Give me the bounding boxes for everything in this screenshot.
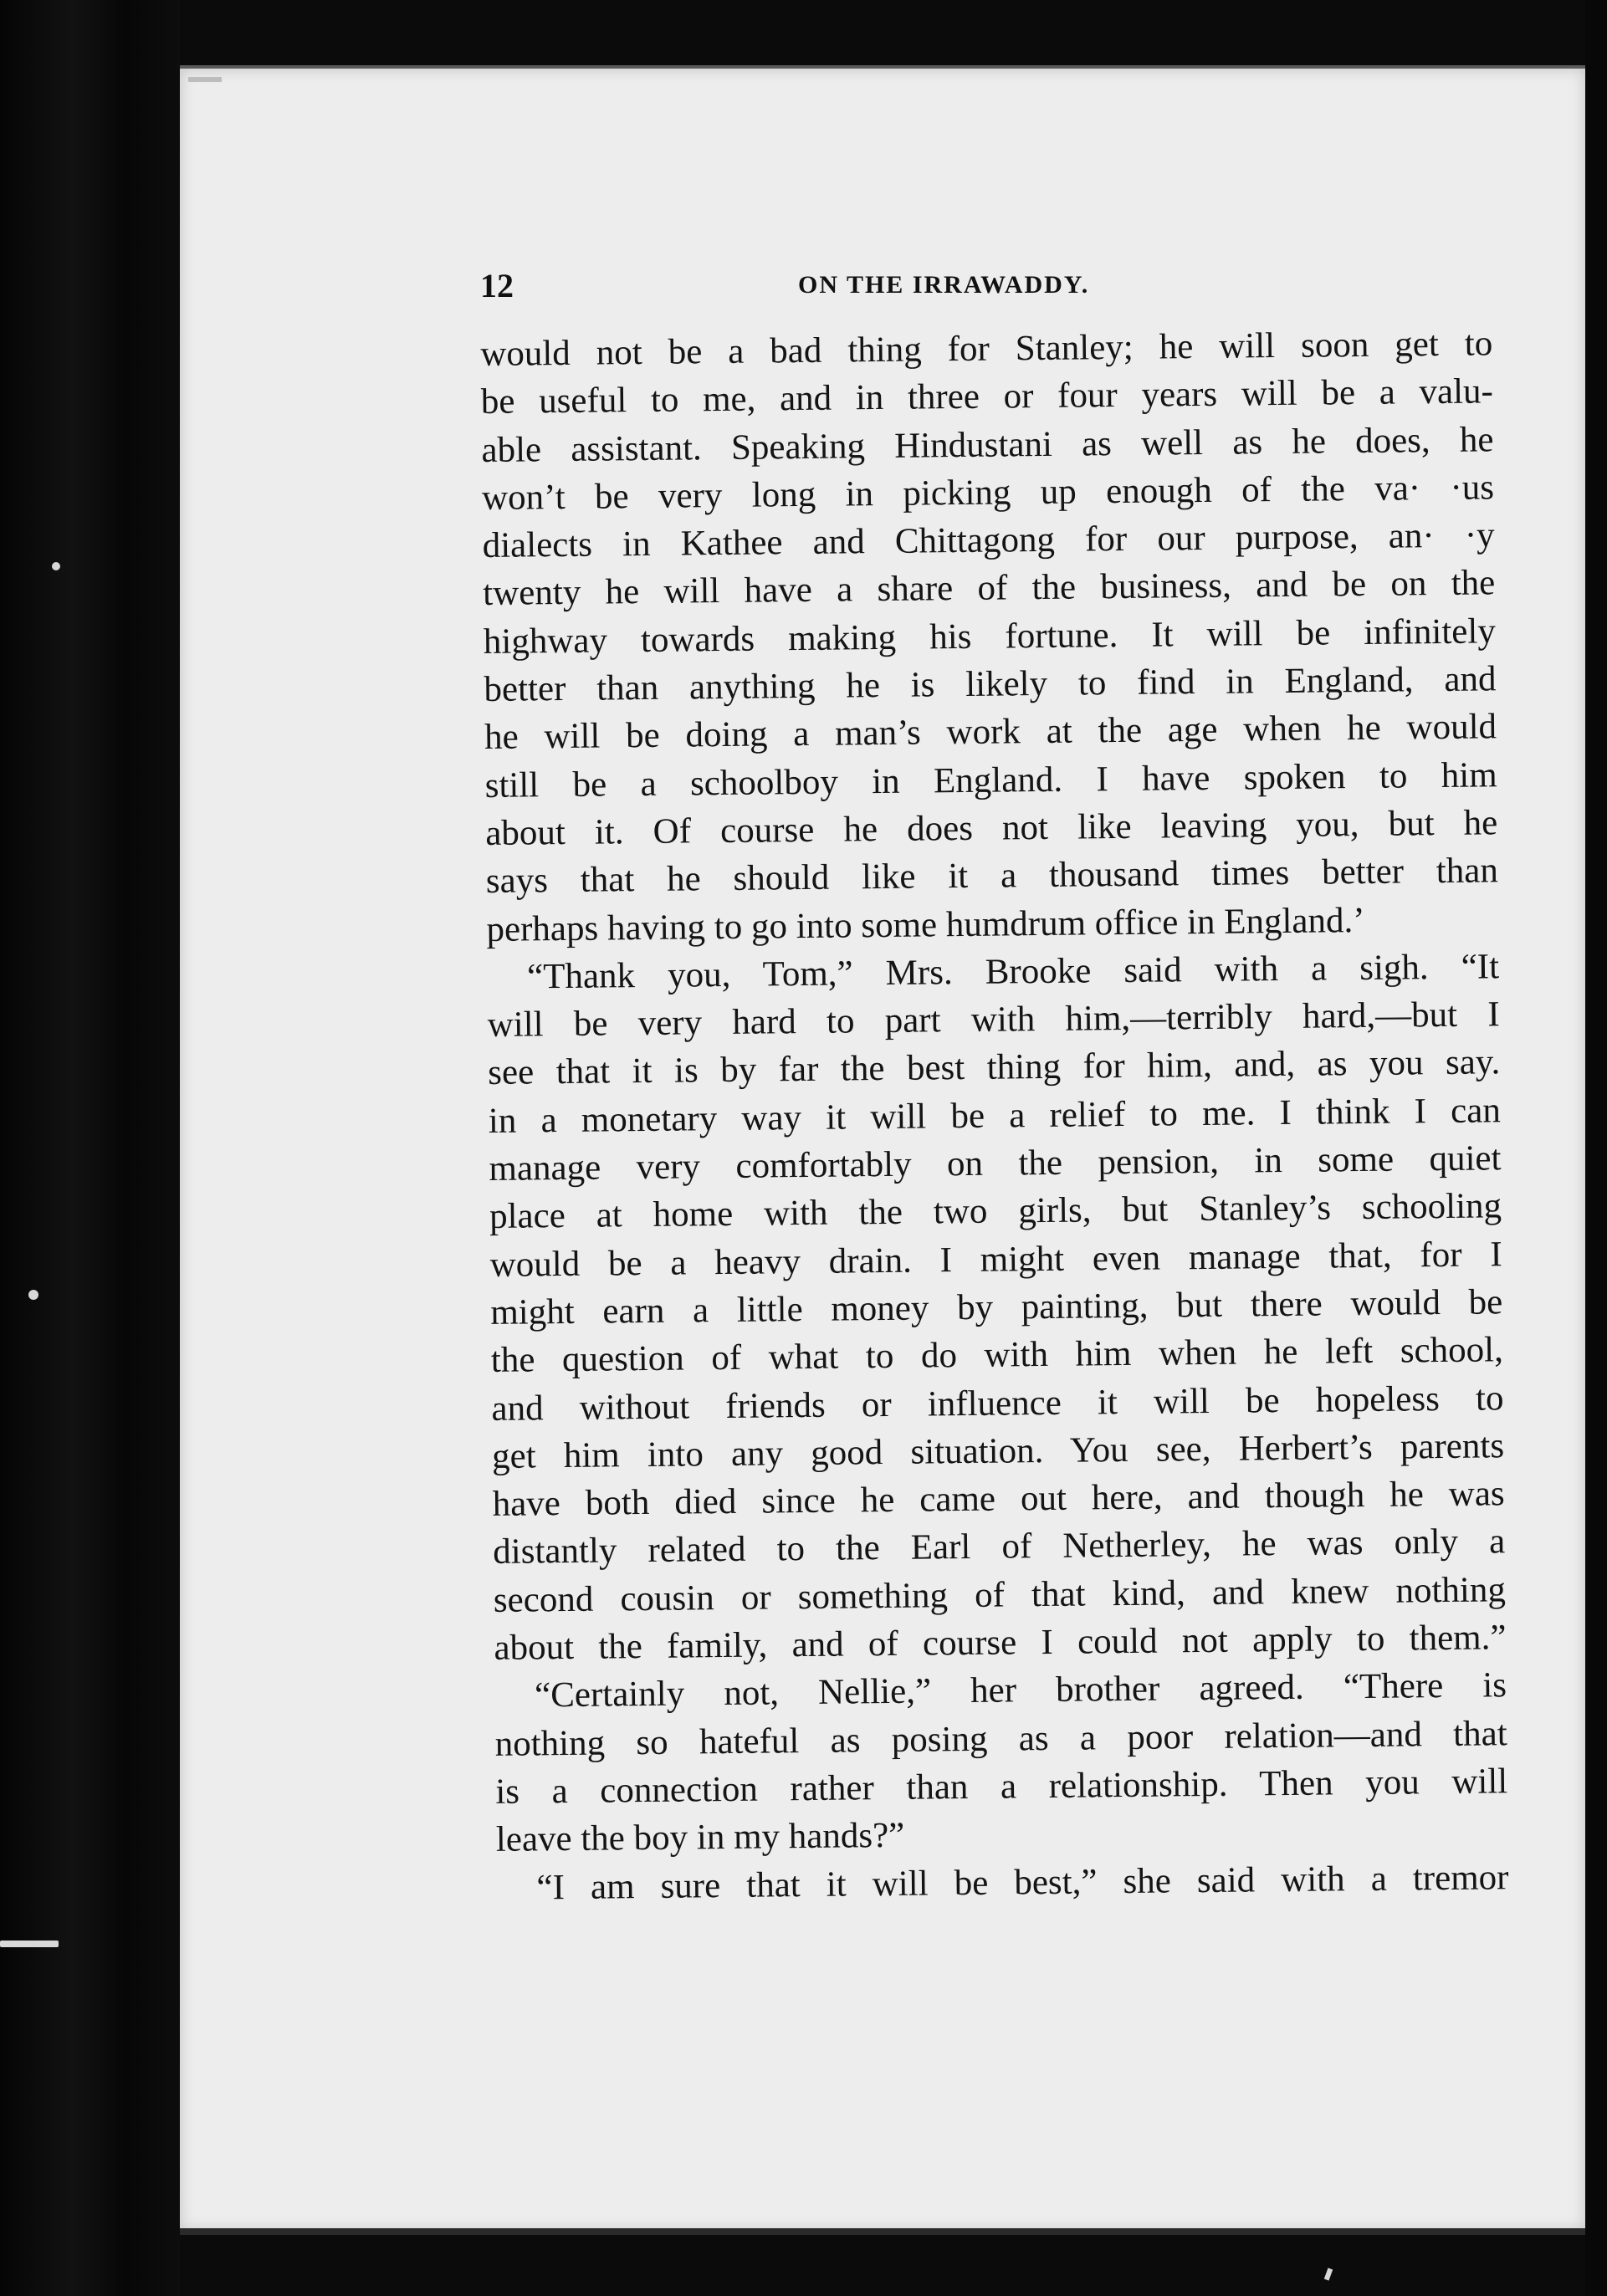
page-corner-mark (188, 77, 222, 82)
text-line: leave the boy in my hands?” (495, 1815, 905, 1860)
text-line: won’t be very long in picking up enough of the va· ·us (481, 468, 1495, 518)
text-line: second cousin or something of that kind, and knew nothing (493, 1569, 1507, 1620)
text-line: highway towards making his fortune. It will be infinitely (483, 611, 1497, 662)
body-text (480, 320, 1509, 1911)
scan-speck (1324, 2268, 1333, 2280)
text-line: place at home with the two girls, but Stanley’s schooling (489, 1186, 1502, 1237)
right-scan-border (1585, 0, 1607, 2296)
text-line: “Certainly not, Nellie,” her brother agreed. “There is (534, 1665, 1507, 1716)
text-line: would not be a bad thing for Stanley; he will soon get to (480, 324, 1493, 374)
text-line: able assistant. Speaking Hindustani as well as he does, he (481, 419, 1494, 470)
text-line: manage very comfortably on the pension, in some quiet (489, 1138, 1502, 1189)
page-number: 12 (480, 267, 514, 304)
running-head: ON THE IRRAWADDY. (798, 271, 1090, 299)
text-line: dialects in Kathee and Chittagong for our purpose, an· ·y (482, 515, 1495, 566)
text-line: would be a heavy drain. I might even manage that, for I (489, 1234, 1502, 1285)
text-line: and without friends or influence it will be hopeless to (491, 1378, 1504, 1429)
page-header (480, 266, 1501, 316)
text-line: the question of what to do with him when he left school, (490, 1330, 1504, 1381)
text-line: nothing so hateful as posing as a poor relation—and that (494, 1713, 1507, 1764)
text-line: perhaps having to go into some humdrum office in England.’ (486, 900, 1365, 949)
text-line: in a monetary way it will be a relief to me. I think I can (488, 1091, 1502, 1141)
text-line: “I am sure that it will be best,” she said with a tremor (536, 1857, 1509, 1907)
text-line: still be a schoolboy in England. I have spoken to him (484, 754, 1497, 805)
text-line: about the family, and of course I could not apply to them.” (494, 1618, 1507, 1668)
text-line: get him into any good situation. You see, Herbert’s parents (491, 1426, 1505, 1476)
text-line: distantly related to the Earl of Netherley, he was only a (493, 1521, 1506, 1572)
scan-speck (0, 1941, 59, 1947)
text-line: twenty he will have a share of the business, and be on the (483, 563, 1496, 614)
text-line: will be very hard to part with him,—terribly hard,—but I (487, 995, 1500, 1046)
left-scan-border (0, 0, 180, 2296)
text-line: might earn a little money by painting, but there would be (490, 1282, 1503, 1332)
text-line: better than anything he is likely to find in England, and (484, 659, 1497, 710)
page-bottom-edge (180, 2228, 1585, 2235)
text-line: he will be doing a man’s work at the age when he would (484, 707, 1497, 758)
text-line: see that it is by far the best thing for him, and, as you say. (488, 1042, 1501, 1093)
text-line: about it. Of course he does not like leaving you, but he (485, 803, 1498, 853)
text-line: says that he should like it a thousand times better than (485, 851, 1499, 902)
text-line: “Thank you, Tom,” Mrs. Brooke said with a sigh. “It (526, 947, 1500, 997)
scan-speck (52, 562, 60, 570)
text-line: be useful to me, and in three or four years will be a valu- (480, 371, 1494, 422)
text-line: have both died since he came out here, and though he was (492, 1474, 1505, 1525)
text-line: is a connection rather than a relationship. Then you will (495, 1762, 1508, 1812)
scan-speck (28, 1290, 38, 1300)
